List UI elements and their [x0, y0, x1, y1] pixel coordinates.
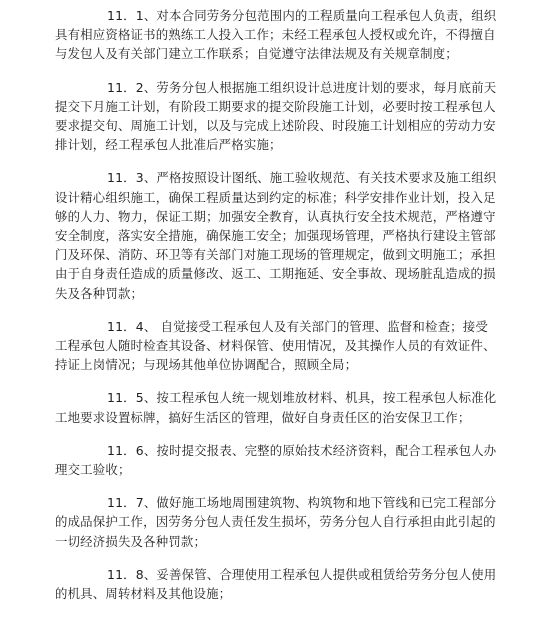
text-line: 够的人力、物力，保证工期；加强安全教育，认真执行安全技术规范，严格遵守	[55, 208, 496, 224]
text-line: 门及环保、消防、环卫等有关部门对施工现场的管理规定，做到文明施工；承担	[55, 247, 496, 263]
clause-11-7	[55, 493, 507, 551]
text-line: 安全制度，落实安全措施，确保施工安全；加强现场管理，严格执行建设主管部	[55, 228, 496, 244]
text-line: 11．4、 自觉接受工程承包人及有关部门的管理、监督和检查；接受	[107, 318, 488, 334]
text-line: 排计划，经工程承包人批准后严格实施；	[55, 137, 282, 153]
text-line: 11．6、按时提交报表、完整的原始技术经济资料，配合工程承包人办	[107, 442, 497, 458]
text-line: 失及各种罚款；	[55, 285, 144, 301]
clause-11-2	[55, 78, 507, 155]
clause-11-1	[55, 6, 507, 64]
text-line: 11．7、做好施工场地周围建筑物、构筑物和地下管线和已完工程部分	[107, 495, 497, 511]
text-line: 11．8、妥善保管、合理使用工程承包人提供或租赁给劳务分包人使用	[107, 566, 497, 582]
clause-11-6	[55, 441, 507, 479]
text-line: 要求提交旬、周施工计划，以及与完成上述阶段、时段施工计划相应的劳动力安	[55, 118, 496, 134]
text-line: 11．2、劳务分包人根据施工组织设计总进度计划的要求，每月底前天	[107, 79, 497, 95]
clause-11-5	[55, 388, 507, 426]
text-line: 的成品保护工作，因劳务分包人责任发生损坏，劳务分包人自行承担由此引起的	[55, 514, 496, 530]
text-line: 设计精心组织施工，确保工程质量达到约定的标准；科学安排作业计划，投入足	[55, 189, 496, 205]
text-line: 11．3、严格按照设计图纸、施工验收规范、有关技术要求及施工组织	[107, 170, 497, 186]
clause-11-3	[55, 168, 507, 302]
text-line: 提交下月施工计划，有阶段工期要求的提交阶段施工计划，必要时按工程承包人	[55, 98, 496, 114]
clause-11-4	[55, 317, 507, 375]
text-line: 11．1、对本合同劳务分包范围内的工程质量向工程承包人负责，组织	[107, 8, 497, 23]
text-line: 工程承包人随时检查其设备、材料保管、使用情况，及其操作人员的有效证件、	[55, 338, 496, 354]
clause-11-8	[55, 565, 507, 603]
text-line: 11．5、按工程承包人统一规划堆放材料、机具，按工程承包人标准化	[107, 390, 497, 406]
text-line: 由于自身责任造成的质量修改、返工、工期拖延、安全事故、现场脏乱造成的损	[55, 266, 496, 282]
text-line: 工地要求设置标牌，搞好生活区的管理，做好自身责任区的治安保卫工作；	[55, 409, 471, 425]
text-line: 的机具、周转材料及其他设施；	[55, 586, 232, 602]
text-line: 具有相应资格证书的熟练工人投入工作；未经工程承包人授权或允许，不得擅自	[55, 27, 496, 43]
text-line: 与发包人及有关部门建立工作联系；自觉遵守法律法规及有关规章制度；	[55, 46, 458, 62]
text-line: 持证上岗情况；与现场其他单位协调配合，照顾全局；	[55, 357, 358, 373]
document-body	[55, 6, 507, 617]
text-line: 理交工验收；	[55, 462, 131, 478]
text-line: 一切经济损失及各种罚款；	[55, 533, 207, 549]
